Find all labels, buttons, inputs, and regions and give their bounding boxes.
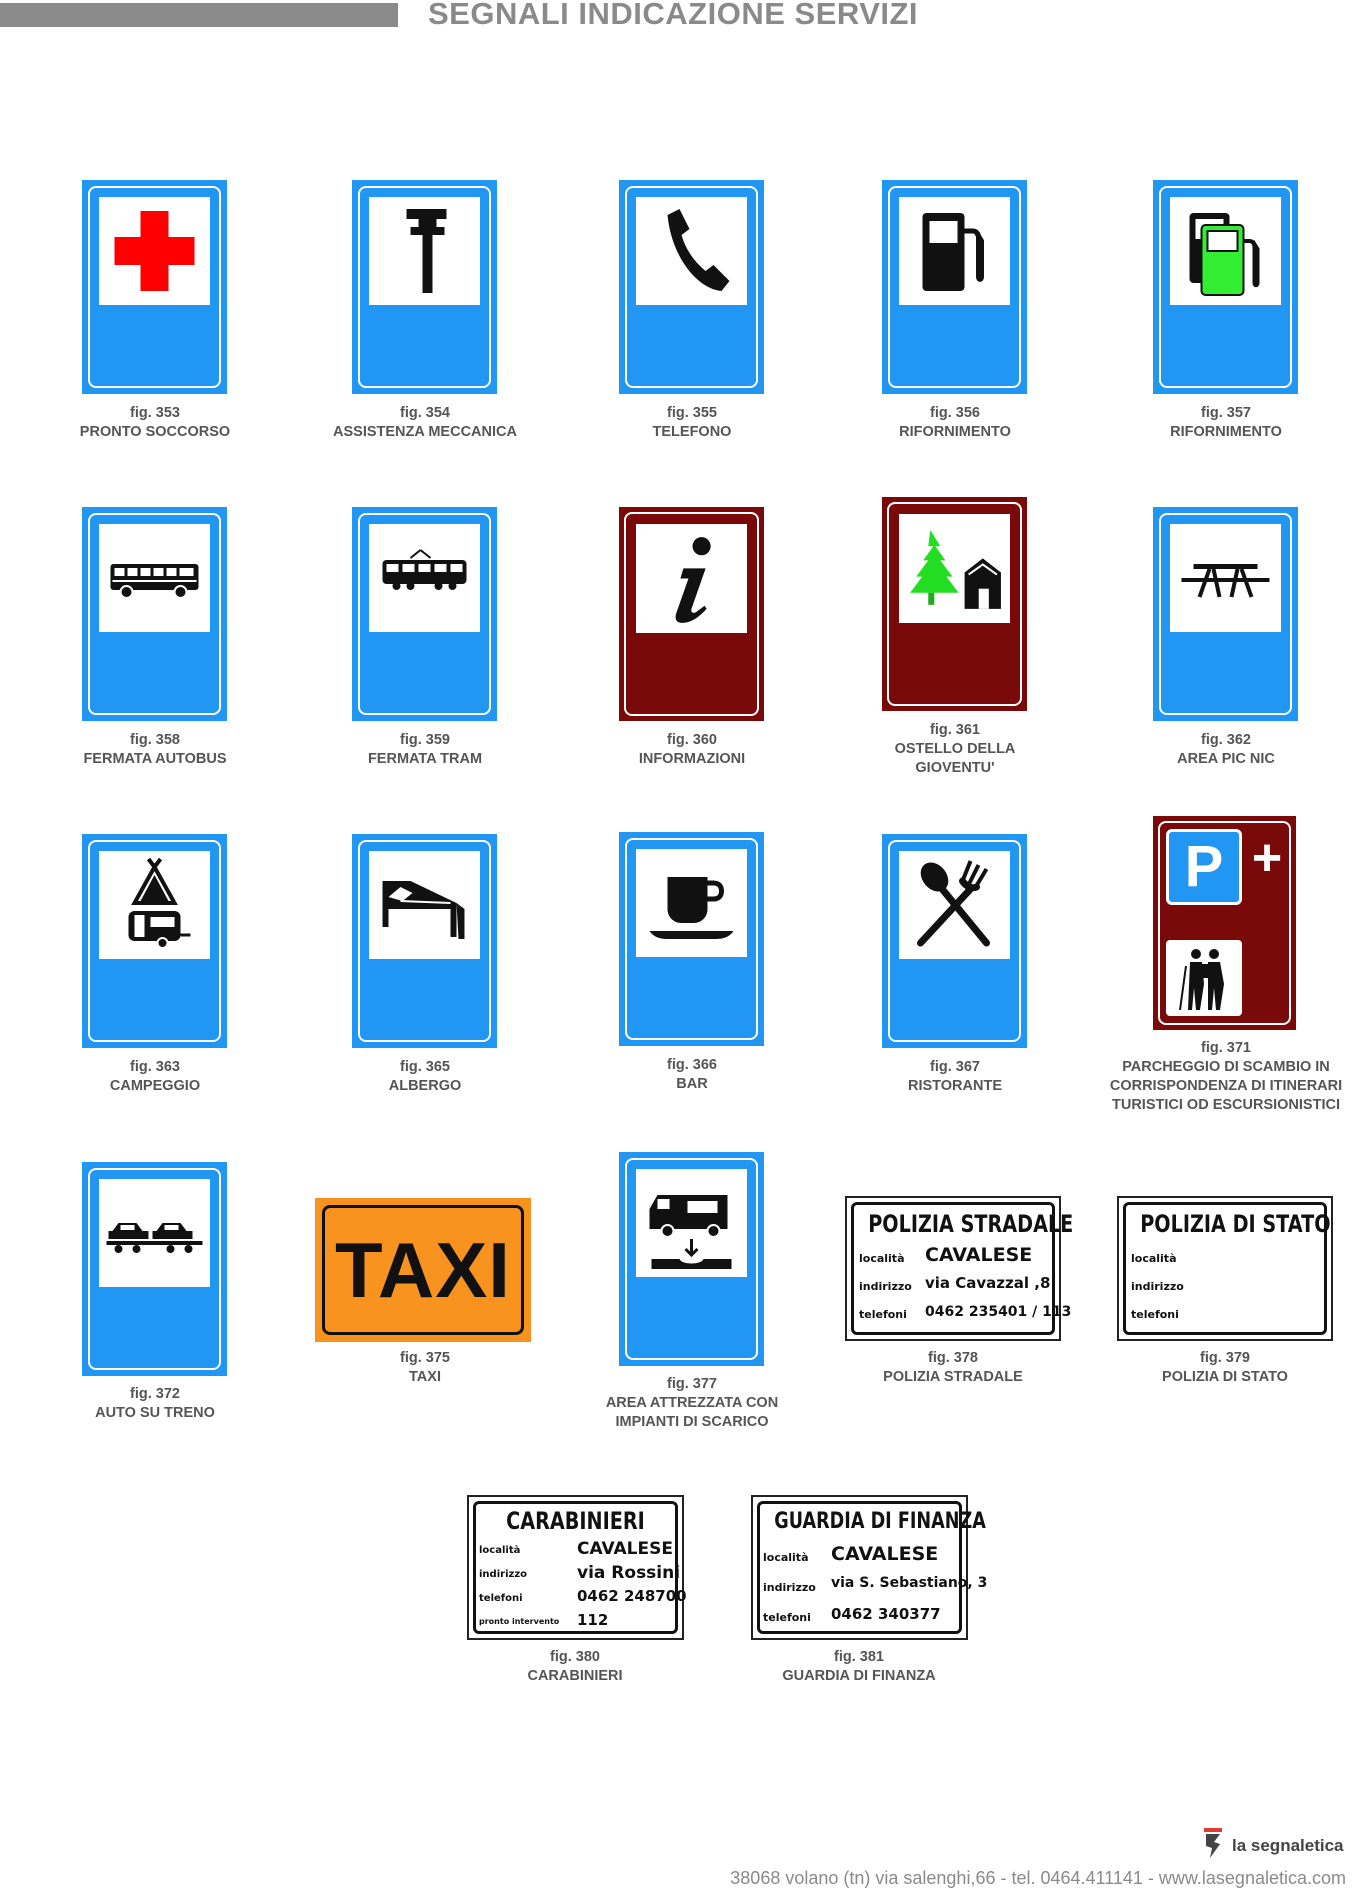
camper-dump-icon	[636, 1169, 747, 1277]
sign-plate	[352, 507, 497, 721]
wrench-icon	[369, 197, 480, 305]
lpg-pump-icon	[1170, 197, 1281, 305]
sign-caption: fig. 377 AREA ATTREZZATA CON IMPIANTI DI SCARICO	[605, 1376, 779, 1430]
sign-plate	[1153, 180, 1298, 394]
sign-caption: fig. 359 FERMATA TRAM	[367, 732, 483, 767]
polizia-di-stato-plate: POLIZIA DI STATO località indirizzo telefoni	[1117, 1196, 1333, 1341]
sign-caption: fig. 371 PARCHEGGIO DI SCAMBIO IN CORRISPONDENZA DI ITINERARI TURISTICI OD ESCURSIONISTICI	[1109, 1040, 1343, 1113]
camping-icon	[99, 851, 210, 959]
telephone-icon	[636, 197, 747, 305]
brand-mark-icon	[1202, 1828, 1224, 1858]
sign-caption: fig. 381 GUARDIA DI FINANZA	[782, 1649, 936, 1684]
sign-plate	[82, 507, 227, 721]
sign-plate	[1153, 507, 1298, 721]
hostel-icon	[899, 514, 1010, 623]
sign-plate	[882, 497, 1027, 711]
page-title: SEGNALI INDICAZIONE SERVIZI	[428, 0, 919, 31]
footer-contact: 38068 volano (tn) via salenghi,66 - tel. 0464.411141 - www.lasegnaletica.com	[730, 1868, 1346, 1888]
brand-logo: la segnaletica	[1202, 1828, 1350, 1858]
sign-caption: fig. 366 BAR	[667, 1057, 717, 1092]
sign-caption: fig. 355 TELEFONO	[652, 405, 732, 440]
hikers-icon	[1166, 940, 1242, 1016]
polizia-stradale-plate: POLIZIA STRADALE località CAVALESE indirizzo via Cavazzal ,8 telefoni 0462 235401 / 113	[845, 1196, 1061, 1341]
sign-plate	[1153, 816, 1296, 1030]
sign-caption: fig. 379 POLIZIA DI STATO	[1162, 1350, 1288, 1385]
sign-caption: fig. 380 CARABINIERI	[527, 1649, 623, 1684]
sign-caption: fig. 360 INFORMAZIONI	[638, 732, 746, 767]
sign-caption: fig. 375 TAXI	[400, 1350, 450, 1385]
coffee-cup-icon	[636, 849, 747, 957]
carabinieri-plate: CARABINIERI località CAVALESE indirizzo via Rossini telefoni 0462 248700 pronto intervento 112	[467, 1495, 684, 1640]
sign-plate	[82, 180, 227, 394]
taxi-sign-text: TAXI	[335, 1226, 511, 1314]
fork-spoon-icon	[899, 851, 1010, 959]
fuel-pump-icon	[899, 197, 1010, 305]
sign-caption: fig. 356 RIFORNIMENTO	[899, 405, 1011, 440]
guardia-di-finanza-plate: GUARDIA DI FINANZA località CAVALESE indirizzo via S. Sebastiano, 3 telefoni 0462 340377	[751, 1495, 968, 1640]
sign-caption: fig. 353 PRONTO SOCCORSO	[79, 405, 231, 440]
sign-plate	[82, 1162, 227, 1376]
info-icon	[636, 524, 747, 633]
sign-plate	[619, 507, 764, 721]
header-bar	[0, 3, 398, 27]
sign-plate	[352, 834, 497, 1048]
sign-caption: fig. 365 ALBERGO	[388, 1059, 462, 1094]
bed-icon	[369, 851, 480, 959]
taxi-sign	[315, 1198, 531, 1342]
sign-caption: fig. 361 OSTELLO DELLA GIOVENTU'	[894, 722, 1016, 776]
bus-icon	[99, 524, 210, 632]
picnic-table-icon	[1170, 524, 1281, 632]
car-train-icon	[99, 1179, 210, 1287]
plus-symbol: +	[1251, 829, 1283, 887]
sign-caption: fig. 362 AREA PIC NIC	[1177, 732, 1275, 767]
sign-caption: fig. 357 RIFORNIMENTO	[1170, 405, 1282, 440]
sign-plate	[82, 834, 227, 1048]
tram-icon	[369, 524, 480, 632]
sign-plate	[619, 1152, 764, 1366]
sign-caption: fig. 367 RISTORANTE	[908, 1059, 1002, 1094]
sign-caption: fig. 372 AUTO SU TRENO	[95, 1386, 215, 1421]
parking-symbol: P	[1166, 829, 1242, 905]
sign-caption: fig. 378 POLIZIA STRADALE	[883, 1350, 1023, 1385]
sign-plate	[882, 180, 1027, 394]
sign-caption: fig. 358 FERMATA AUTOBUS	[83, 732, 227, 767]
sign-plate	[882, 834, 1027, 1048]
sign-plate	[619, 180, 764, 394]
sign-caption: fig. 354 ASSISTENZA MECCANICA	[333, 405, 517, 440]
sign-caption: fig. 363 CAMPEGGIO	[109, 1059, 201, 1094]
first-aid-icon	[99, 197, 210, 305]
sign-plate	[619, 832, 764, 1046]
sign-plate	[352, 180, 497, 394]
